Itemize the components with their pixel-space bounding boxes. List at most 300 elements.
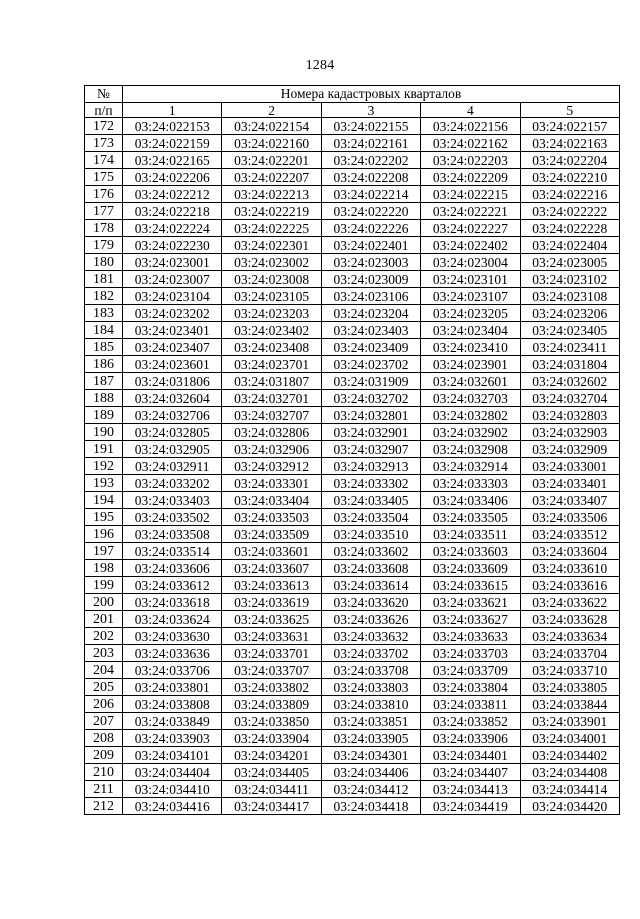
cadastral-number-cell: 03:24:023003 [321,254,420,271]
cadastral-number-cell: 03:24:023407 [123,339,222,356]
row-number: 195 [85,509,123,526]
cadastral-number-cell: 03:24:022224 [123,220,222,237]
row-number: 204 [85,662,123,679]
cadastral-number-cell: 03:24:023106 [321,288,420,305]
table-row [85,526,620,543]
table-row [85,118,620,135]
cadastral-number-cell: 03:24:033849 [123,713,222,730]
cadastral-number-cell: 03:24:022208 [321,169,420,186]
cadastral-number-cell: 03:24:033512 [520,526,619,543]
row-number: 189 [85,407,123,424]
cadastral-number-cell: 03:24:033707 [222,662,321,679]
row-number: 176 [85,186,123,203]
cadastral-number-cell: 03:24:022226 [321,220,420,237]
cadastral-number-cell: 03:24:033708 [321,662,420,679]
cadastral-number-cell: 03:24:023601 [123,356,222,373]
cadastral-number-cell: 03:24:031807 [222,373,321,390]
cadastral-number-cell: 03:24:032907 [321,441,420,458]
table-row [85,577,620,594]
cadastral-number-cell: 03:24:023009 [321,271,420,288]
cadastral-quarters-table [84,85,620,815]
cadastral-number-cell: 03:24:023702 [321,356,420,373]
cadastral-number-cell: 03:24:023202 [123,305,222,322]
cadastral-number-cell: 03:24:033202 [123,475,222,492]
table-row [85,373,620,390]
cadastral-number-cell: 03:24:032911 [123,458,222,475]
cadastral-number-cell: 03:24:022156 [421,118,520,135]
cadastral-number-cell: 03:24:033508 [123,526,222,543]
cadastral-number-cell: 03:24:033702 [321,645,420,662]
cadastral-number-cell: 03:24:022209 [421,169,520,186]
cadastral-number-cell: 03:24:023401 [123,322,222,339]
cadastral-number-cell: 03:24:032601 [421,373,520,390]
cadastral-number-cell: 03:24:033851 [321,713,420,730]
cadastral-number-cell: 03:24:023408 [222,339,321,356]
table-row [85,220,620,237]
table-row [85,713,620,730]
cadastral-number-cell: 03:24:034101 [123,747,222,764]
cadastral-number-cell: 03:24:033401 [520,475,619,492]
cadastral-number-cell: 03:24:033804 [421,679,520,696]
row-number: 177 [85,203,123,220]
row-number: 194 [85,492,123,509]
cadastral-number-cell: 03:24:022214 [321,186,420,203]
row-number: 179 [85,237,123,254]
cadastral-number-cell: 03:24:022165 [123,152,222,169]
cadastral-number-cell: 03:24:033621 [421,594,520,611]
row-number: 212 [85,798,123,815]
table-row [85,407,620,424]
cadastral-number-cell: 03:24:023701 [222,356,321,373]
cadastral-number-cell: 03:24:034404 [123,764,222,781]
cadastral-number-cell: 03:24:033903 [123,730,222,747]
cadastral-number-cell: 03:24:033625 [222,611,321,628]
cadastral-number-cell: 03:24:033407 [520,492,619,509]
cadastral-number-cell: 03:24:022159 [123,135,222,152]
table-row [85,543,620,560]
cadastral-number-cell: 03:24:022402 [421,237,520,254]
cadastral-number-cell: 03:24:022301 [222,237,321,254]
row-number: 193 [85,475,123,492]
cadastral-number-cell: 03:24:033302 [321,475,420,492]
cadastral-number-cell: 03:24:033601 [222,543,321,560]
cadastral-number-cell: 03:24:033706 [123,662,222,679]
table-row [85,560,620,577]
cadastral-number-cell: 03:24:034419 [421,798,520,815]
row-number: 196 [85,526,123,543]
cadastral-number-cell: 03:24:023204 [321,305,420,322]
cadastral-number-cell: 03:24:032706 [123,407,222,424]
cadastral-number-cell: 03:24:034420 [520,798,619,815]
table-row [85,781,620,798]
cadastral-number-cell: 03:24:033805 [520,679,619,696]
row-number: 186 [85,356,123,373]
cadastral-number-cell: 03:24:022221 [421,203,520,220]
cadastral-number-cell: 03:24:022222 [520,203,619,220]
cadastral-number-cell: 03:24:022203 [421,152,520,169]
cadastral-number-cell: 03:24:032803 [520,407,619,424]
cadastral-number-cell: 03:24:033704 [520,645,619,662]
cadastral-number-cell: 03:24:033619 [222,594,321,611]
cadastral-number-cell: 03:24:032805 [123,424,222,441]
cadastral-number-cell: 03:24:023404 [421,322,520,339]
cadastral-number-cell: 03:24:023402 [222,322,321,339]
cadastral-number-cell: 03:24:023105 [222,288,321,305]
cadastral-number-cell: 03:24:022154 [222,118,321,135]
cadastral-number-cell: 03:24:032702 [321,390,420,407]
table-row [85,305,620,322]
cadastral-number-cell: 03:24:023004 [421,254,520,271]
cadastral-number-cell: 03:24:022155 [321,118,420,135]
table-row [85,271,620,288]
cadastral-number-cell: 03:24:033502 [123,509,222,526]
cadastral-number-cell: 03:24:022212 [123,186,222,203]
page-number: 1284 [305,58,335,73]
cadastral-number-cell: 03:24:023101 [421,271,520,288]
cadastral-number-cell: 03:24:022228 [520,220,619,237]
cadastral-number-cell: 03:24:034201 [222,747,321,764]
cadastral-number-cell: 03:24:023005 [520,254,619,271]
row-number: 201 [85,611,123,628]
cadastral-number-cell: 03:24:034401 [421,747,520,764]
cadastral-number-cell: 03:24:033405 [321,492,420,509]
cadastral-number-cell: 03:24:032902 [421,424,520,441]
cadastral-number-cell: 03:24:022157 [520,118,619,135]
row-number: 205 [85,679,123,696]
cadastral-number-cell: 03:24:033626 [321,611,420,628]
row-number: 192 [85,458,123,475]
column-number-3: 3 [321,103,420,118]
cadastral-number-cell: 03:24:023108 [520,288,619,305]
cadastral-number-cell: 03:24:032914 [421,458,520,475]
cadastral-number-cell: 03:24:033404 [222,492,321,509]
cadastral-number-cell: 03:24:033505 [421,509,520,526]
row-number: 197 [85,543,123,560]
cadastral-number-cell: 03:24:033612 [123,577,222,594]
cadastral-number-cell: 03:24:022213 [222,186,321,203]
cadastral-number-cell: 03:24:022161 [321,135,420,152]
table-row [85,798,620,815]
cadastral-number-cell: 03:24:022219 [222,203,321,220]
row-number: 208 [85,730,123,747]
cadastral-number-cell: 03:24:033709 [421,662,520,679]
cadastral-number-cell: 03:24:032602 [520,373,619,390]
cadastral-number-cell: 03:24:023001 [123,254,222,271]
table-row [85,254,620,271]
cadastral-number-cell: 03:24:033403 [123,492,222,509]
table-row [85,356,620,373]
row-number: 207 [85,713,123,730]
cadastral-number-cell: 03:24:022202 [321,152,420,169]
cadastral-number-cell: 03:24:022153 [123,118,222,135]
cadastral-number-cell: 03:24:033627 [421,611,520,628]
cadastral-number-cell: 03:24:033634 [520,628,619,645]
cadastral-number-cell: 03:24:033613 [222,577,321,594]
cadastral-number-cell: 03:24:033620 [321,594,420,611]
cadastral-number-cell: 03:24:034407 [421,764,520,781]
cadastral-number-cell: 03:24:033606 [123,560,222,577]
cadastral-number-cell: 03:24:033710 [520,662,619,679]
cadastral-number-cell: 03:24:033616 [520,577,619,594]
cadastral-number-cell: 03:24:032905 [123,441,222,458]
table-row [85,492,620,509]
cadastral-number-cell: 03:24:022204 [520,152,619,169]
row-number: 174 [85,152,123,169]
cadastral-number-cell: 03:24:033701 [222,645,321,662]
table-row [85,322,620,339]
cadastral-number-cell: 03:24:033633 [421,628,520,645]
cadastral-number-cell: 03:24:022215 [421,186,520,203]
cadastral-number-cell: 03:24:034413 [421,781,520,798]
cadastral-number-cell: 03:24:033631 [222,628,321,645]
column-number-1: 1 [123,103,222,118]
cadastral-number-cell: 03:24:033514 [123,543,222,560]
cadastral-number-cell: 03:24:033809 [222,696,321,713]
row-number: 202 [85,628,123,645]
row-number: 211 [85,781,123,798]
cadastral-number-cell: 03:24:033504 [321,509,420,526]
row-number: 185 [85,339,123,356]
table-row [85,424,620,441]
cadastral-number-cell: 03:24:033610 [520,560,619,577]
cadastral-number-cell: 03:24:032704 [520,390,619,407]
cadastral-number-cell: 03:24:023102 [520,271,619,288]
cadastral-number-cell: 03:24:033703 [421,645,520,662]
cadastral-number-cell: 03:24:031909 [321,373,420,390]
cadastral-number-cell: 03:24:034408 [520,764,619,781]
table-row [85,611,620,628]
row-number: 206 [85,696,123,713]
cadastral-number-cell: 03:24:034414 [520,781,619,798]
cadastral-number-cell: 03:24:023901 [421,356,520,373]
cadastral-number-cell: 03:24:032906 [222,441,321,458]
table-row [85,594,620,611]
row-number: 209 [85,747,123,764]
row-number: 182 [85,288,123,305]
cadastral-number-cell: 03:24:031804 [520,356,619,373]
row-number: 173 [85,135,123,152]
cadastral-number-cell: 03:24:033509 [222,526,321,543]
cadastral-number-cell: 03:24:033603 [421,543,520,560]
cadastral-number-cell: 03:24:022220 [321,203,420,220]
cadastral-number-cell: 03:24:032703 [421,390,520,407]
cadastral-number-cell: 03:24:033632 [321,628,420,645]
cadastral-number-cell: 03:24:034402 [520,747,619,764]
cadastral-number-cell: 03:24:033850 [222,713,321,730]
cadastral-number-cell: 03:24:033622 [520,594,619,611]
table-row [85,458,620,475]
table-row [85,339,620,356]
table-row [85,441,620,458]
cadastral-number-cell: 03:24:033607 [222,560,321,577]
cadastral-number-cell: 03:24:034001 [520,730,619,747]
table-body [85,118,620,815]
cadastral-number-cell: 03:24:023002 [222,254,321,271]
table-row [85,747,620,764]
cadastral-number-cell: 03:24:022207 [222,169,321,186]
table-row [85,730,620,747]
cadastral-number-cell: 03:24:022225 [222,220,321,237]
column-number-2: 2 [222,103,321,118]
table-row [85,475,620,492]
table-row [85,152,620,169]
header-group-title: Номера кадастровых кварталов [123,86,620,103]
row-number: 183 [85,305,123,322]
cadastral-number-cell: 03:24:033303 [421,475,520,492]
cadastral-number-cell: 03:24:023403 [321,322,420,339]
cadastral-number-cell: 03:24:033624 [123,611,222,628]
table-row [85,628,620,645]
cadastral-number-cell: 03:24:033630 [123,628,222,645]
cadastral-number-cell: 03:24:023206 [520,305,619,322]
cadastral-number-cell: 03:24:022230 [123,237,222,254]
column-number-5: 5 [520,103,619,118]
cadastral-number-cell: 03:24:023205 [421,305,520,322]
cadastral-number-cell: 03:24:031806 [123,373,222,390]
cadastral-number-cell: 03:24:033503 [222,509,321,526]
cadastral-number-cell: 03:24:034410 [123,781,222,798]
cadastral-number-cell: 03:24:033628 [520,611,619,628]
row-number: 191 [85,441,123,458]
cadastral-number-cell: 03:24:033618 [123,594,222,611]
table-row [85,645,620,662]
cadastral-number-cell: 03:24:033803 [321,679,420,696]
header-row-group [85,86,620,103]
row-number: 210 [85,764,123,781]
cadastral-number-cell: 03:24:022401 [321,237,420,254]
cadastral-number-cell: 03:24:032903 [520,424,619,441]
cadastral-number-cell: 03:24:033602 [321,543,420,560]
cadastral-number-cell: 03:24:033901 [520,713,619,730]
table-row [85,390,620,407]
cadastral-number-cell: 03:24:033406 [421,492,520,509]
cadastral-number-cell: 03:24:023203 [222,305,321,322]
cadastral-number-cell: 03:24:033904 [222,730,321,747]
cadastral-number-cell: 03:24:023104 [123,288,222,305]
cadastral-number-cell: 03:24:034411 [222,781,321,798]
cadastral-number-cell: 03:24:033609 [421,560,520,577]
cadastral-number-cell: 03:24:022201 [222,152,321,169]
cadastral-number-cell: 03:24:022163 [520,135,619,152]
cadastral-number-cell: 03:24:032909 [520,441,619,458]
cadastral-number-cell: 03:24:033844 [520,696,619,713]
cadastral-number-cell: 03:24:022210 [520,169,619,186]
row-number: 175 [85,169,123,186]
cadastral-number-cell: 03:24:033810 [321,696,420,713]
table-row [85,764,620,781]
table-row [85,662,620,679]
cadastral-number-cell: 03:24:023008 [222,271,321,288]
cadastral-number-cell: 03:24:033801 [123,679,222,696]
table-row [85,509,620,526]
row-number: 172 [85,118,123,135]
cadastral-number-cell: 03:24:022218 [123,203,222,220]
row-number: 198 [85,560,123,577]
cadastral-number-cell: 03:24:033614 [321,577,420,594]
table-row [85,169,620,186]
cadastral-number-cell: 03:24:034412 [321,781,420,798]
cadastral-number-cell: 03:24:034416 [123,798,222,815]
row-number: 180 [85,254,123,271]
cadastral-number-cell: 03:24:022216 [520,186,619,203]
cadastral-number-cell: 03:24:022206 [123,169,222,186]
cadastral-number-cell: 03:24:033906 [421,730,520,747]
cadastral-number-cell: 03:24:032912 [222,458,321,475]
cadastral-number-cell: 03:24:023007 [123,271,222,288]
cadastral-number-cell: 03:24:033802 [222,679,321,696]
cadastral-number-cell: 03:24:033636 [123,645,222,662]
cadastral-number-cell: 03:24:033811 [421,696,520,713]
cadastral-number-cell: 03:24:033808 [123,696,222,713]
cadastral-number-cell: 03:24:034406 [321,764,420,781]
table-row [85,186,620,203]
cadastral-number-cell: 03:24:033905 [321,730,420,747]
cadastral-number-cell: 03:24:033001 [520,458,619,475]
row-number: 187 [85,373,123,390]
cadastral-number-cell: 03:24:023409 [321,339,420,356]
cadastral-number-cell: 03:24:034418 [321,798,420,815]
cadastral-number-cell: 03:24:032806 [222,424,321,441]
row-number: 190 [85,424,123,441]
header-no-line1: № [85,86,123,103]
cadastral-number-cell: 03:24:022160 [222,135,321,152]
row-number: 181 [85,271,123,288]
table-row [85,135,620,152]
cadastral-number-cell: 03:24:033510 [321,526,420,543]
table-row [85,679,620,696]
cadastral-number-cell: 03:24:023410 [421,339,520,356]
table-row [85,203,620,220]
row-number: 199 [85,577,123,594]
row-number: 203 [85,645,123,662]
cadastral-number-cell: 03:24:033301 [222,475,321,492]
cadastral-number-cell: 03:24:032801 [321,407,420,424]
cadastral-number-cell: 03:24:032802 [421,407,520,424]
cadastral-number-cell: 03:24:022162 [421,135,520,152]
row-number: 184 [85,322,123,339]
cadastral-number-cell: 03:24:033604 [520,543,619,560]
cadastral-number-cell: 03:24:022404 [520,237,619,254]
row-number: 188 [85,390,123,407]
cadastral-number-cell: 03:24:023405 [520,322,619,339]
cadastral-number-cell: 03:24:032913 [321,458,420,475]
row-number: 200 [85,594,123,611]
cadastral-number-cell: 03:24:032707 [222,407,321,424]
cadastral-number-cell: 03:24:033506 [520,509,619,526]
header-no-line2: п/п [85,103,123,118]
cadastral-number-cell: 03:24:034417 [222,798,321,815]
cadastral-number-cell: 03:24:033511 [421,526,520,543]
row-number: 178 [85,220,123,237]
cadastral-number-cell: 03:24:034301 [321,747,420,764]
table-row [85,696,620,713]
cadastral-number-cell: 03:24:034405 [222,764,321,781]
column-number-4: 4 [421,103,520,118]
cadastral-number-cell: 03:24:022227 [421,220,520,237]
table-row [85,237,620,254]
cadastral-number-cell: 03:24:033608 [321,560,420,577]
cadastral-number-cell: 03:24:033852 [421,713,520,730]
cadastral-number-cell: 03:24:032908 [421,441,520,458]
cadastral-number-cell: 03:24:032701 [222,390,321,407]
cadastral-number-cell: 03:24:032604 [123,390,222,407]
table-row [85,288,620,305]
cadastral-number-cell: 03:24:032901 [321,424,420,441]
cadastral-number-cell: 03:24:023107 [421,288,520,305]
cadastral-number-cell: 03:24:023411 [520,339,619,356]
cadastral-number-cell: 03:24:033615 [421,577,520,594]
header-row-columns [85,103,620,118]
